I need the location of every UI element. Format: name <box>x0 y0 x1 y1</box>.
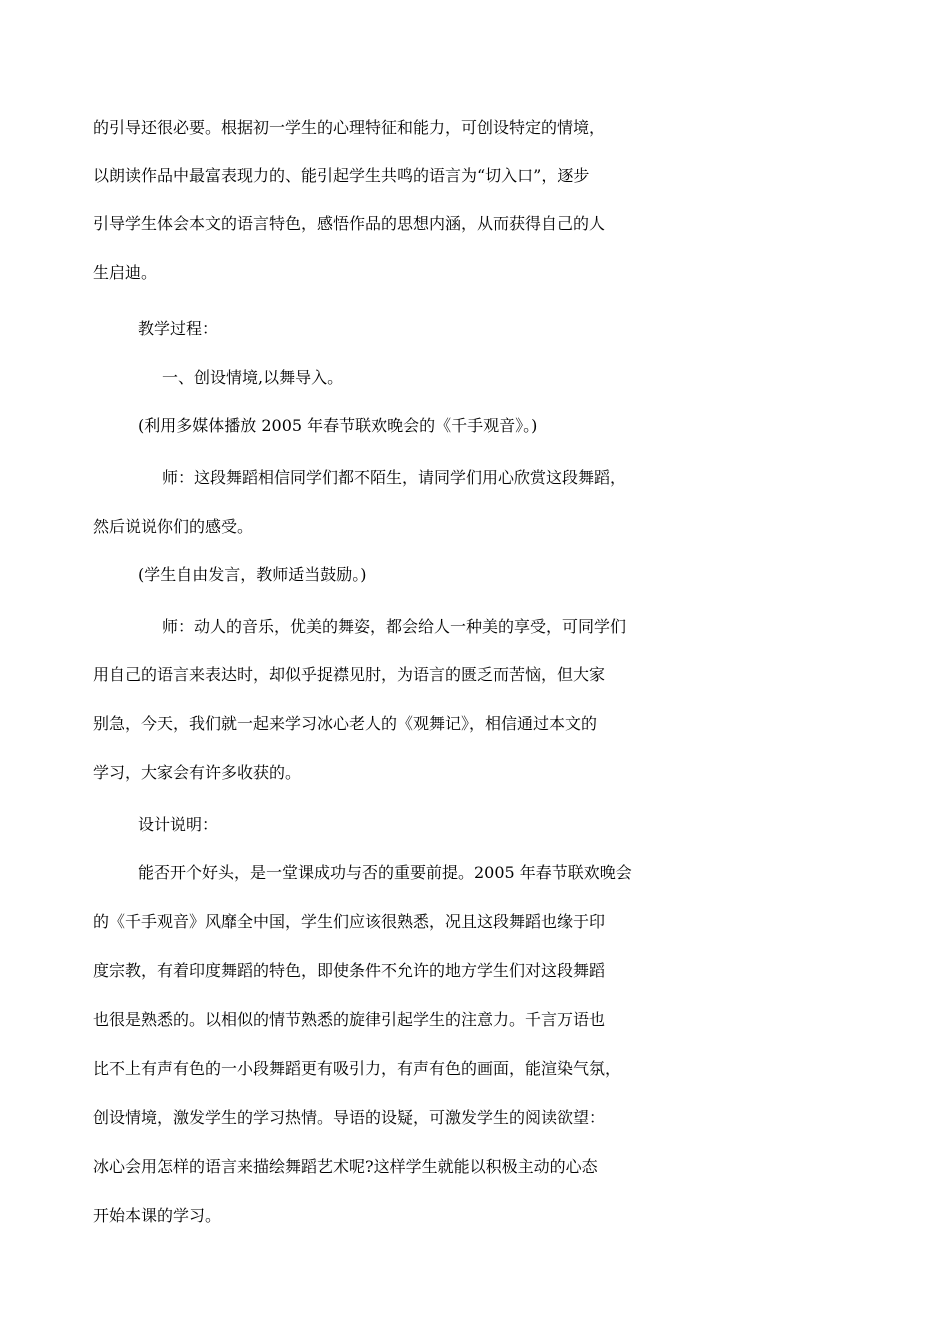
text-line: 别急，今天，我们就一起来学习冰心老人的《观舞记》，相信通过本文的 <box>93 714 598 733</box>
text-line: 以朗读作品中最富表现力的、能引起学生共鸣的语言为“切入口”，逐步 <box>93 166 590 185</box>
text-line: 创设情境，激发学生的学习热情。导语的设疑，可激发学生的阅读欲望： <box>93 1108 606 1127</box>
text-line: 度宗教，有着印度舞蹈的特色，即使条件不允许的地方学生们对这段舞蹈 <box>93 961 606 980</box>
text-line: 师：动人的音乐，优美的舞姿，都会给人一种美的享受，可同学们 <box>162 617 627 636</box>
stage-note: (学生自由发言，教师适当鼓励。) <box>138 565 367 584</box>
stage-note: (利用多媒体播放 2005 年春节联欢晚会的《千手观音》。) <box>138 416 538 435</box>
step-heading: 一、创设情境,以舞导入。 <box>162 368 344 387</box>
text-line: 开始本课的学习。 <box>93 1206 222 1225</box>
text-line: 然后说说你们的感受。 <box>93 517 254 536</box>
text-line: 引导学生体会本文的语言特色，感悟作品的思想内涵，从而获得自己的人 <box>93 214 606 233</box>
text-line: 的《千手观音》风靡全中国，学生们应该很熟悉，况且这段舞蹈也缘于印 <box>93 912 606 931</box>
text-line: 冰心会用怎样的语言来描绘舞蹈艺术呢?这样学生就能以积极主动的心态 <box>93 1157 598 1176</box>
text-line: 也很是熟悉的。以相似的情节熟悉的旋律引起学生的注意力。千言万语也 <box>93 1010 606 1029</box>
section-heading: 设计说明： <box>138 815 219 834</box>
section-heading: 教学过程： <box>138 319 219 338</box>
text-line: 生启迪。 <box>93 263 158 282</box>
text-line: 比不上有声有色的一小段舞蹈更有吸引力，有声有色的画面，能渲染气氛， <box>93 1059 622 1078</box>
text-line: 能否开个好头，是一堂课成功与否的重要前提。2005 年春节联欢晚会 <box>138 863 632 882</box>
text-line: 学习，大家会有许多收获的。 <box>93 763 302 782</box>
text-line: 的引导还很必要。根据初一学生的心理特征和能力，可创设特定的情境， <box>93 118 606 137</box>
text-line: 师：这段舞蹈相信同学们都不陌生，请同学们用心欣赏这段舞蹈， <box>162 468 627 487</box>
text-line: 用自己的语言来表达时，却似乎捉襟见肘，为语言的匮乏而苦恼，但大家 <box>93 665 606 684</box>
